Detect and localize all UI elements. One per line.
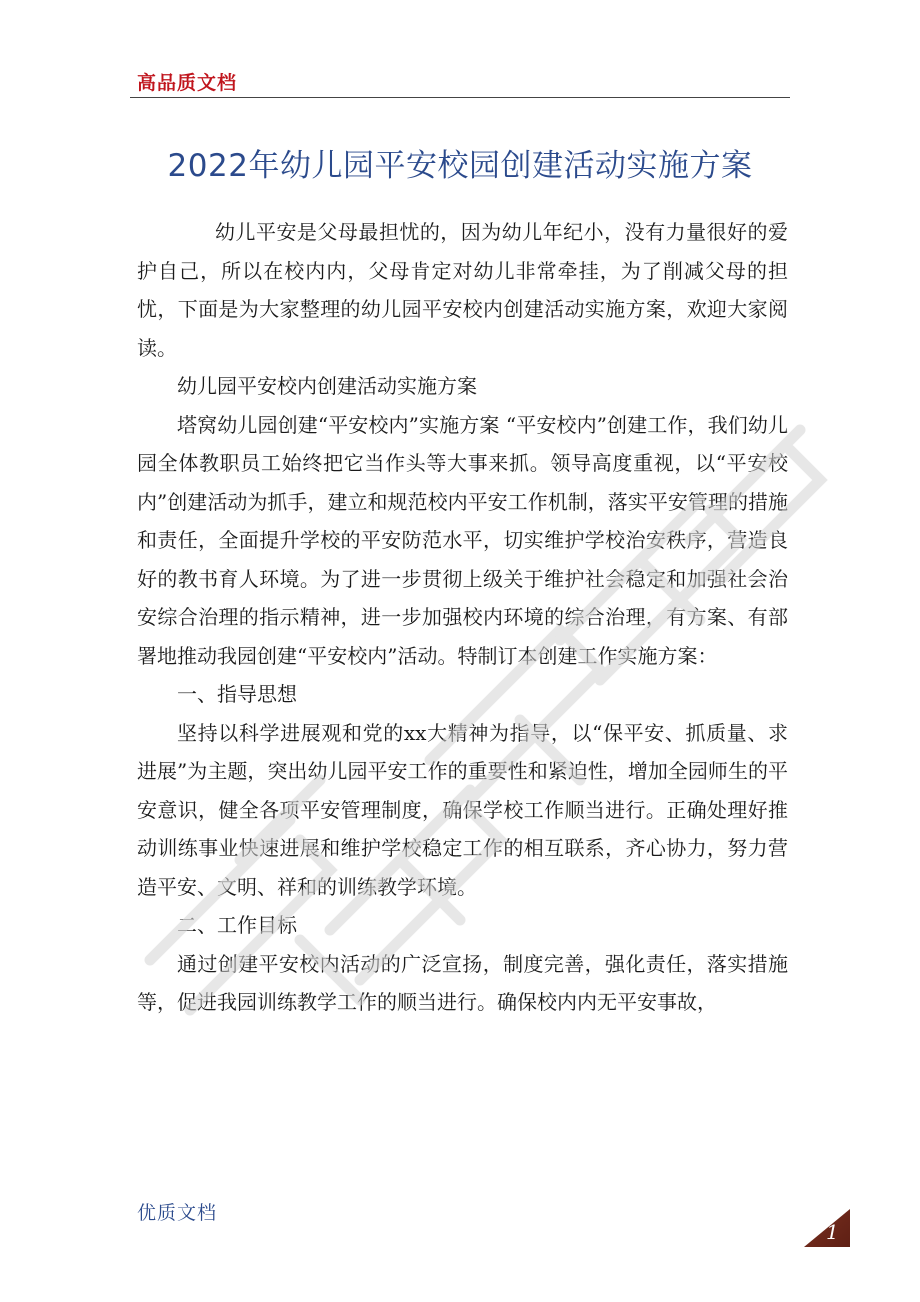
document-body bbox=[137, 213, 788, 1022]
document-title: 2022年幼儿园平安校园创建活动实施方案 bbox=[167, 148, 753, 184]
page-number: 1 bbox=[826, 1220, 839, 1244]
guiding-paragraph: 坚持以科学进展观和党的xx大精神为指导，以“保平安、抓质量、求进展”为主题，突出幼儿园平安工作的重要性和紧迫性，增加全园师生的平安意识，健全各项平安管理制度，确保学校工作顺当进行。正确处理好推动训练事业快速进展和维护学校稳定工作的相互联系，齐心协力，努力营造平安、文明、祥和的训练教学环境。 bbox=[137, 720, 788, 899]
section-heading-plan: 幼儿园平安校内创建活动实施方案 bbox=[177, 374, 477, 398]
section-heading-guiding: 一、指导思想 bbox=[177, 682, 297, 706]
intro-paragraph: 幼儿平安是父母最担忧的，因为幼儿年纪小，没有力量很好的爱护自己，所以在校内内，父母肯定对幼儿非常牵挂，为了削减父母的担忧，下面是为大家整理的幼儿园平安校内创建活动实施方案，欢迎大家阅读。 bbox=[137, 220, 788, 360]
header-divider bbox=[130, 97, 790, 98]
goals-paragraph: 通过创建平安校内活动的广泛宣扬，制度完善，强化责任，落实措施等，促进我园训练教学工作的顺当进行。确保校内内无平安事故， bbox=[137, 951, 788, 1014]
plan-paragraph: 塔窝幼儿园创建“平安校内”实施方案 “平安校内”创建工作，我们幼儿园全体教职员工始终把它当作头等大事来抓。领导高度重视，以“平安校内”创建活动为抓手，建立和规范校内平安工作机制，落实平安管理的措施和责任，全面提升学校的平安防范水平，切实维护学校治安秩序，营造良好的教书育人环境。为了进一步贯彻上级关于维护社会稳定和加强社会治安综合治理的指示精神，进一步加强校内环境的综合治理，有方案、有部署地推动我园创建“平安校内”活动。特制订本创建工作实施方案： bbox=[137, 412, 788, 668]
header-label: 高品质文档 bbox=[137, 72, 238, 94]
section-heading-goals: 二、工作目标 bbox=[177, 913, 297, 937]
footer-label: 优质文档 bbox=[137, 1202, 218, 1224]
